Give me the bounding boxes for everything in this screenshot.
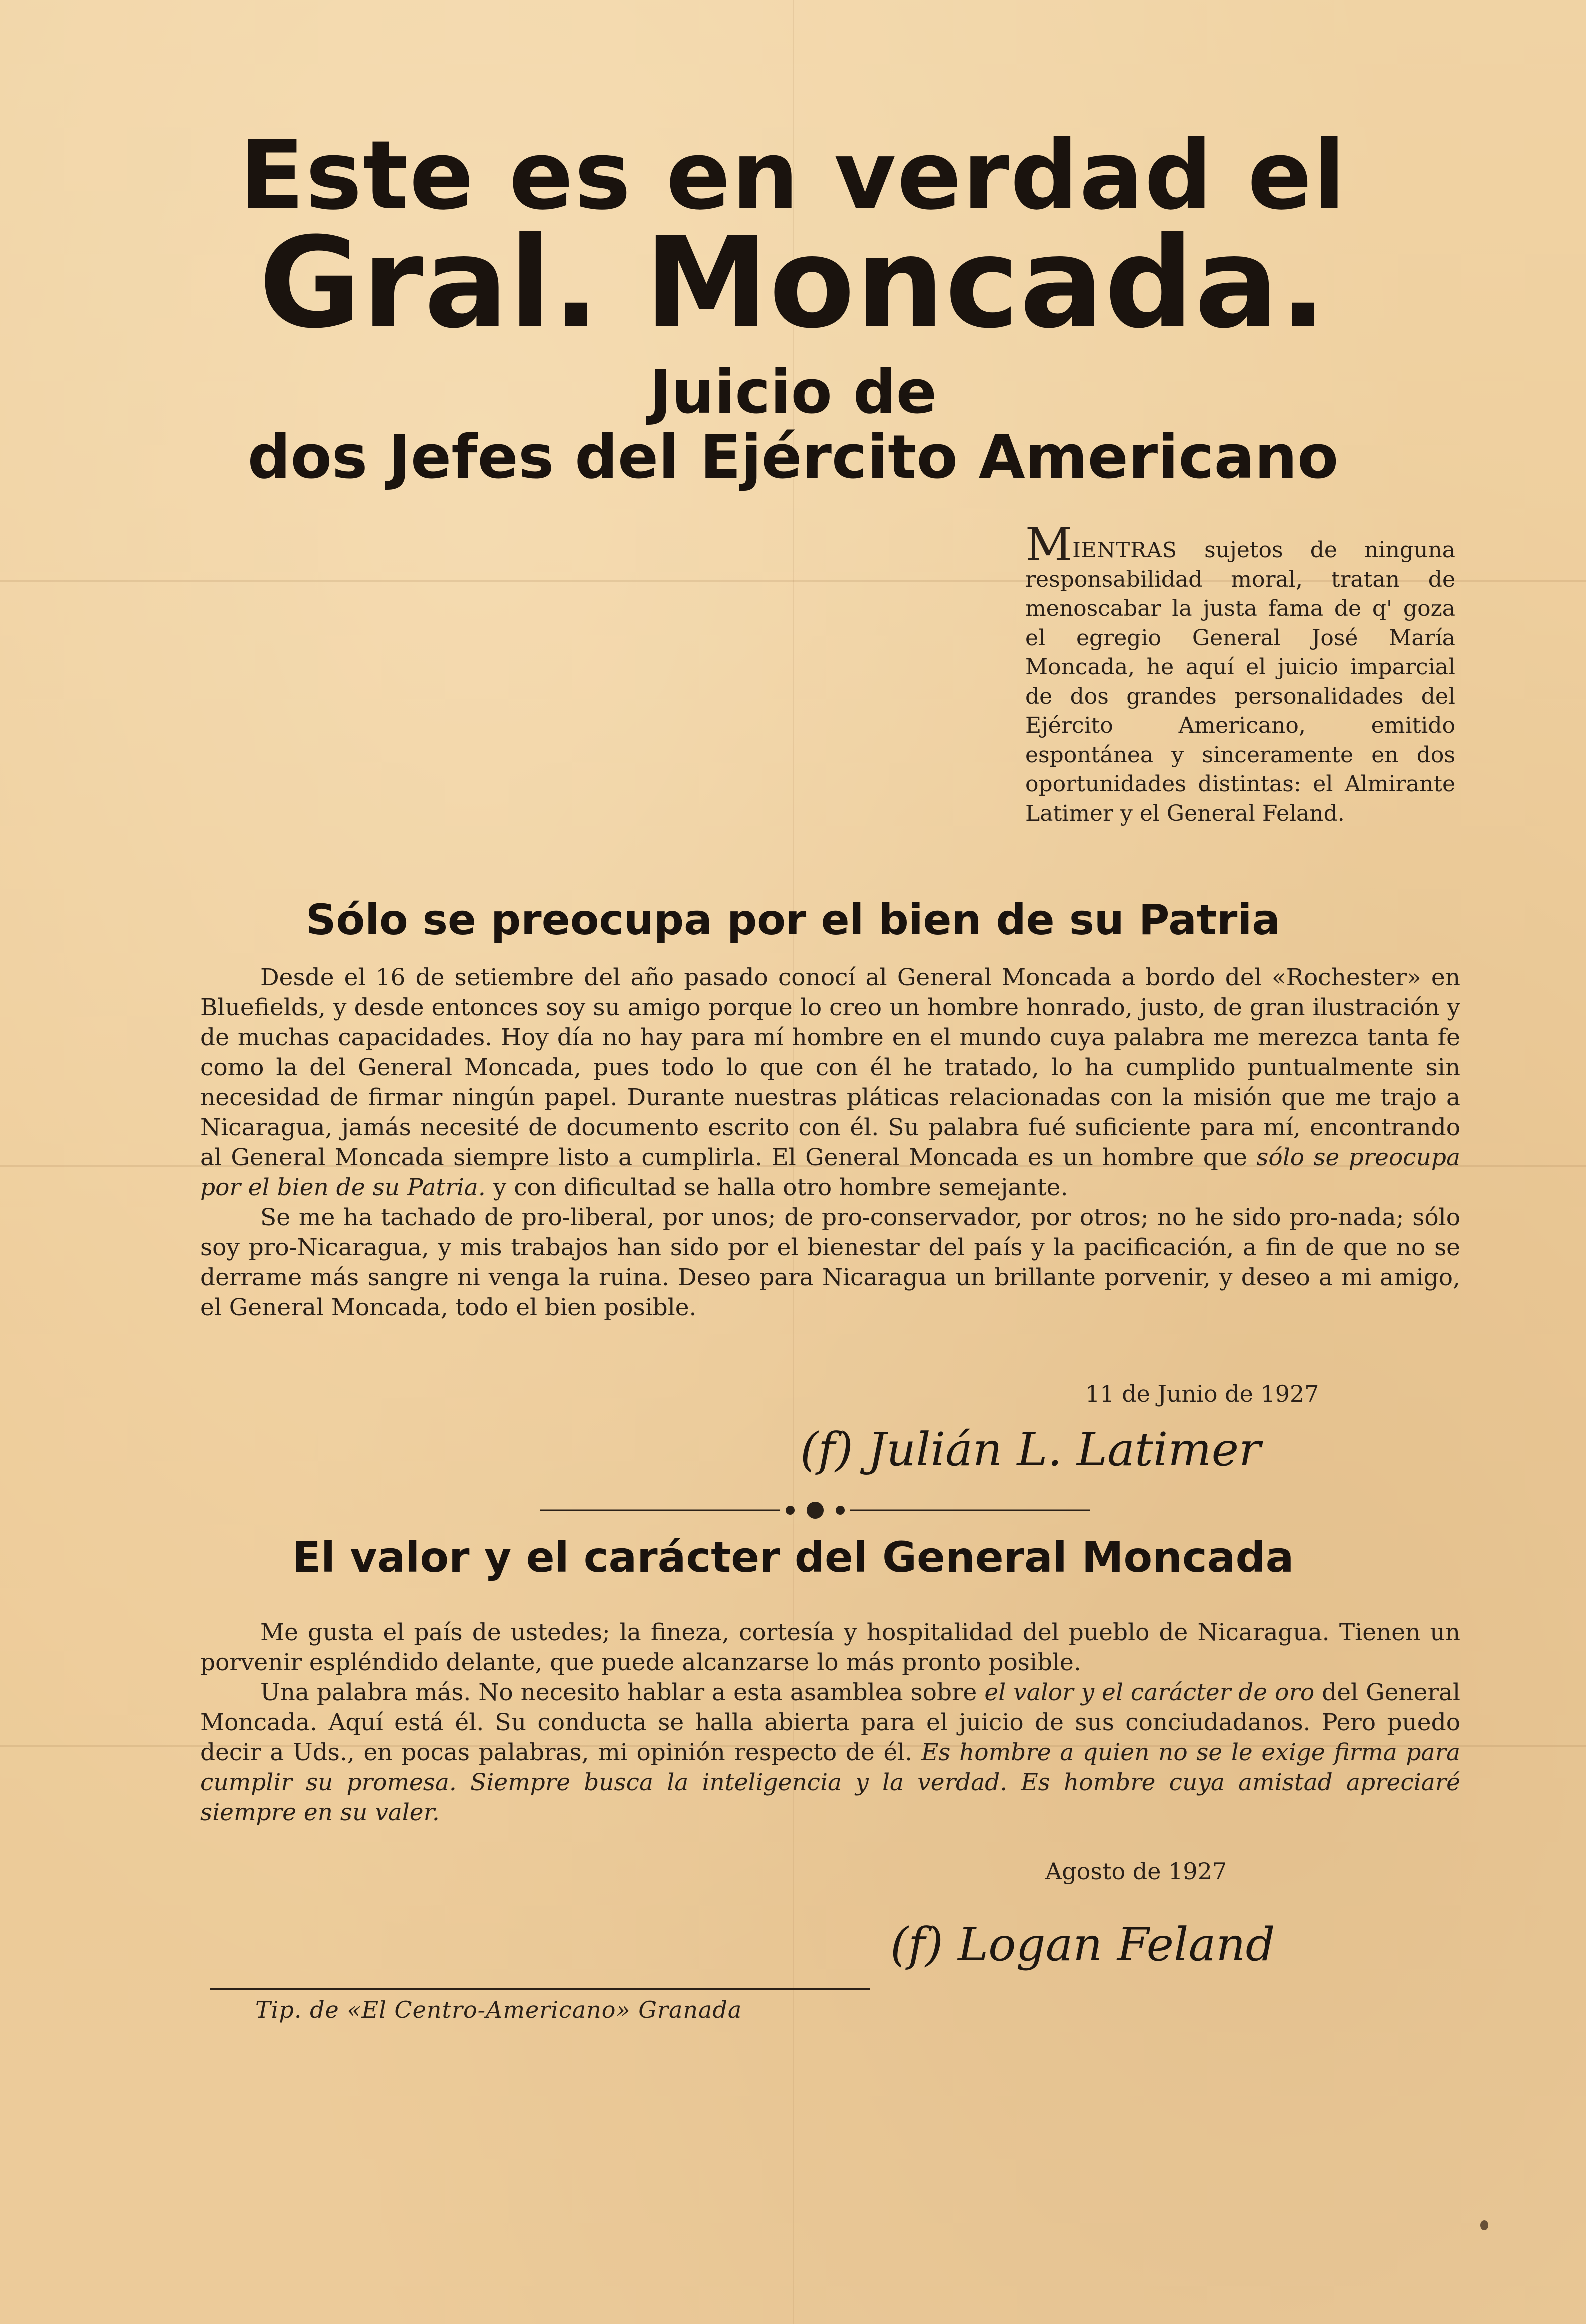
signature-latimer: (f) Julián L. Latimer <box>800 1423 1261 1476</box>
section-2-paragraph-1: Me gusta el país de ustedes; la fineza, cortesía y hospitalidad del pueblo de Nicaragua. Tienen un porvenir espléndido delante, que puede alcanzarse lo más pronto posible. <box>200 1619 1460 1676</box>
section-1-date: 11 de Junio de 1927 <box>1085 1380 1319 1407</box>
section-2-title: El valor y el carácter del General Moncada <box>292 1533 1294 1582</box>
intro-paragraph <box>1025 518 1455 828</box>
signature-feland: (f) Logan Feland <box>890 1918 1275 1971</box>
headline-line-2: Gral. Moncada. <box>259 210 1327 356</box>
section-2-body <box>200 1618 1460 1828</box>
section-2-paragraph-2 <box>200 1678 1460 1828</box>
intro-dropcap: M <box>1025 518 1073 571</box>
section-1-p1-text: Desde el 16 de setiembre del año pasado conocí al General Moncada a bordo del «Rochester» en Bluefields, y desde entonces soy su amigo porque lo creo un hombre honrado, justo, de gran ilustración y de muchas capacidades. Hoy día no hay para mí hombre en el mundo cuya palabra me merezca tanta fe como la del General Moncada, pues todo lo que con él he tratado, lo ha cumplido puntualmente sin necesidad de firmar ningún papel. Durante nuestras pláticas relacionadas con la misión que me trajo a Nicaragua, jamás necesité de documento escrito con él. Su palabra fué suficiente para mí, encontrando al General Moncada siempre listo a cumplirla. El General Moncada es un hombre que <box>200 964 1460 1171</box>
headline-line-3: Juicio de <box>649 358 937 427</box>
intro-text: sujetos de ninguna responsabilidad moral, tratan de menoscabar la justa fama de q' goza el egregio General José María Moncada, he aquí el juicio imparcial de dos grandes personalidades del Ejército Americano, emitido espontánea y sinceramente en dos oportunidades distintas: el Almirante Latimer y el General Feland. <box>1025 537 1455 826</box>
section-1-body <box>200 963 1460 1323</box>
section-1-paragraph-1 <box>200 963 1460 1203</box>
imprint-rule <box>210 1988 870 1990</box>
printer-imprint: Tip. de «El Centro-Americano» Granada <box>255 1996 742 2023</box>
section-1-p1-tail: y con dificultad se halla otro hombre semejante. <box>485 1174 1068 1201</box>
intro-smallcaps: IENTRAS <box>1072 538 1177 562</box>
section-1-title: Sólo se preocupa por el bien de su Patria <box>306 895 1280 944</box>
section-2-date: Agosto de 1927 <box>1045 1858 1227 1885</box>
section-2-p2-italic-1: el valor y el carácter de oro <box>984 1679 1315 1706</box>
headline-line-1: Este es en verdad el <box>239 120 1347 231</box>
section-2-p2-italic-2: Es hombre a quien no se le exige firma para cumplir su promesa. Siempre busca la inteligencia y la verdad. Es hombre cuya amistad apreciaré siempre en su valer. <box>200 1739 1461 1826</box>
section-1-paragraph-2: Se me ha tachado de pro-liberal, por unos; de pro-conservador, por otros; no he sido pro-nada; sólo soy pro-Nicaragua, y mis trabajos han sido por el bienestar del país y la pacificación, a fin de que no se derrame más sangre ni venga la ruina. Deseo para Nicaragua un brillante porvenir, y deseo a mi amigo, el General Moncada, todo el bien posible. <box>200 1204 1460 1321</box>
section-2-p2-text-2: del General Moncada. Aquí está él. Su conducta se halla abierta para el juicio de sus conciudadanos. Pero puedo decir a Uds., en pocas palabras, mi opinión respecto de él. <box>200 1679 1461 1766</box>
section-2-p2-text: Una palabra más. No necesito hablar a esta asamblea sobre <box>260 1679 985 1706</box>
ink-spot <box>1480 2220 1488 2230</box>
section-1-p1-italic: sólo se preocupa por el bien de su Patria. <box>200 1144 1460 1201</box>
headline-line-4: dos Jefes del Ejército Americano <box>247 423 1339 492</box>
ornament-divider <box>540 1495 1090 1525</box>
